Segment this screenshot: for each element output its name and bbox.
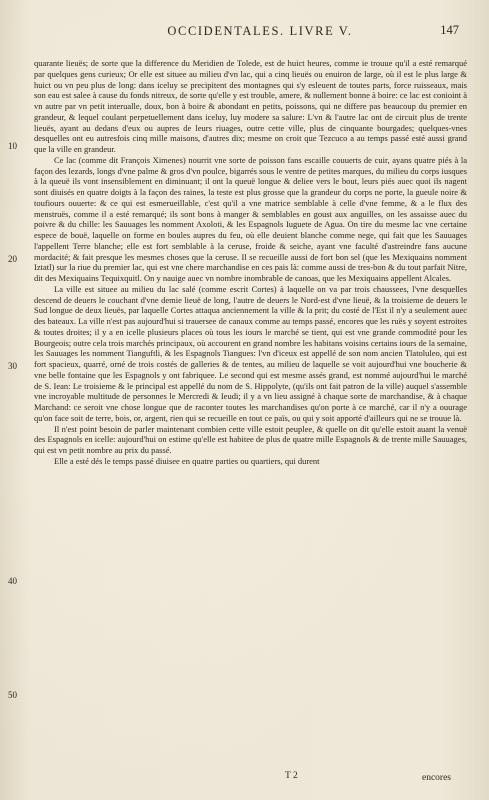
- running-title: OCCIDENTALES. LIVRE V.: [167, 24, 353, 38]
- paragraph: quarante lieuës; de sorte que la difference du Meridien de Tolede, est de huict heures, comme ie trouue qu'il a esté remarqué par quelques gens curieux; Or elle est situee au milieu d'vn lac, qui a cinq lieuës ou enuiron de large, où il est le plus large & huict ou vn peu plus de long: dans iceluy se precipitent des montagnes qui s'y esleuent de toutes parts, force ruisseaux, mais son eau est salee à cause du fonds nitreux, de sorte qu'elle y est trouble, amere, & nullement bonne à boire: ce lac est conioint à vn autre par vn petit interualle, doux, bon à boire & abondant en petits, poissons, qui ne differe pas beaucoup du premier en grandeur, & lequel coulant perpetuellement dans iceluy, luy modere sa salure: L'vn & l'autre lac ont de circuit plus de trente lieuës, ayant au dedans d'eux ou aupres de leurs riuages, outre cette ville, plus de cinquante bourgades; quelques-vnes desquelles ont eu autresfois cinq mille maisons, d'autres dix; mesme on croit que Tezcuco a au temps passé esté aussi grand que la ville en grandeur.: [34, 58, 467, 154]
- body-text: [34, 58, 467, 467]
- paragraph: Il n'est point besoin de parler maintenant combien cette ville estoit peuplee, & quelle on dit qu'elle estoit auant la venuë des Espagnols en icelle: aujourd'hui on estime qu'elle est habitee de plus de quatre mille Espagnols & de trente mille Sauuages, qui est vn petit nombre au prix du passé.: [34, 423, 467, 455]
- paragraph: Ce lac (comme dit François Ximenes) nourrit vne sorte de poisson fans escaille couuerts de cuir, ayans quatre piés à la façon des lezards, longs d'vne palme & gros d'vn poulce, bigarrés sous le ventre de petites marques, du milieu du corps iusques à la queuë ils vont insensiblement en diminuant; il ont la queuë longue & deliee vers le bout, leurs piés auec quoi ils nagent sont diuisés en quatre doigts à la façon des raines, la teste est plus grosse que la grandeur du corps ne porte, la gueule noire & toufiours ouuerte: & ce qui est esmerueillable, c'est qu'il a vne matrice semblable à celle d'vne femme, & a le flux des menstruës, comme il a esté remarqué; ils sont bons à manger & semblables en goust aux anguilles, on les assaisse auec du poivre & du chille: les Sauuages les nomment Axoloti, & les Espagnols Iuguete de Agua. On tire du mesme lac vne certaine espece de bouë, laquelle on forme en boules aupres du feu, où elle deuient blanche comme nege, qui fait que les Sauuages l'appellent Terre blanche; elle est fort semblable à la ceruse, froide & seiche, ayant vne faculté d'astreindre fans aucune mordacité; & fait presque les mesmes choses que la ceruse. Il se recueille aussi de fort bon sel (que les Mexiquains nomment Iztatl) sur la riue du premier lac, qui est vne chere marchandise en ces pais là: comme aussi de tres-bon & du tout parfait Nitre, dit des Mexiquains Tequixquitl. On y nauige auec vn nombre inombrable de canoas, que les Mexiquains appellent Alcales.: [34, 154, 467, 283]
- margin-line-number: 40: [8, 576, 17, 586]
- margin-line-number: 30: [8, 361, 17, 371]
- paragraph: Elle a esté dés le temps passé diuisee en quatre parties ou quartiers, qui durent: [54, 455, 320, 466]
- margin-line-number: 10: [8, 141, 17, 151]
- margin-line-number: 50: [8, 690, 17, 700]
- margin-line-number: 20: [8, 254, 17, 264]
- paragraph: La ville est situee au milieu du lac salé (comme escrit Cortes) à laquelle on va par trois chaussees, l'vne desquelles descend de deuers le couchant d'vne demie lieuë de long, l'autre de deuers le Nord-est d'vne lieuë, & la troisieme de deuers le Sud longue de deux lieuës, par laquelle Cortes attaqua anciennement la ville & la prit; du costé de l'Est il n'y a seulement auec des bateaux. La ville n'est pas aujourd'hui si trauersee de canaux comme au temps passé, encores que les ruës y soyent estroites & toutes droites; il y a en icelle plusieurs places où tous les iours le marché se tient, qui est vne grande commodité pour les Bourgeois; outre cela trois marchés principaux, où accourent en grand nombre les habitans voisins certains iours de la semaine, les Sauuages les nomment Tianguftli, & les Espagnols Tiangues: l'vn d'iceux est appellé de son nom ancien Tlatoluleo, qui est fort spacieux, quarré, orné de trois costés de galleries & de tentes, au milieu de laquelle se voit aujourd'hui vne boucherie & vne belle fontaine que les Espagnols y ont fabriquee. Le second qui est mesme assés grand, est nommé aujourd'hui le marché de S. Iean: Le troisieme & le principal est appellé du nom de S. Hippolyte, (qu'ils ont fait patron de la ville) auquel s'assemble vne incroyable multitude de personnes le Mercredi & Ieudi; il y a vn lieu assigné à chaque sorte de marchandise, & à chaque Marchand: ce seroit vne chose longue que de raconter toutes les marchandises qu'on porte à ce marché, car il n'y a ouurage qu'on face soit de terre, bois, or, argent, rien qui se recueille en tout ce païs, ou qui y soit apporté d'ailleurs qui ne se trouue là.: [34, 283, 467, 423]
- catchword: encores: [421, 773, 451, 783]
- page-number: 147: [440, 23, 459, 37]
- signature-mark: T 2: [285, 771, 298, 781]
